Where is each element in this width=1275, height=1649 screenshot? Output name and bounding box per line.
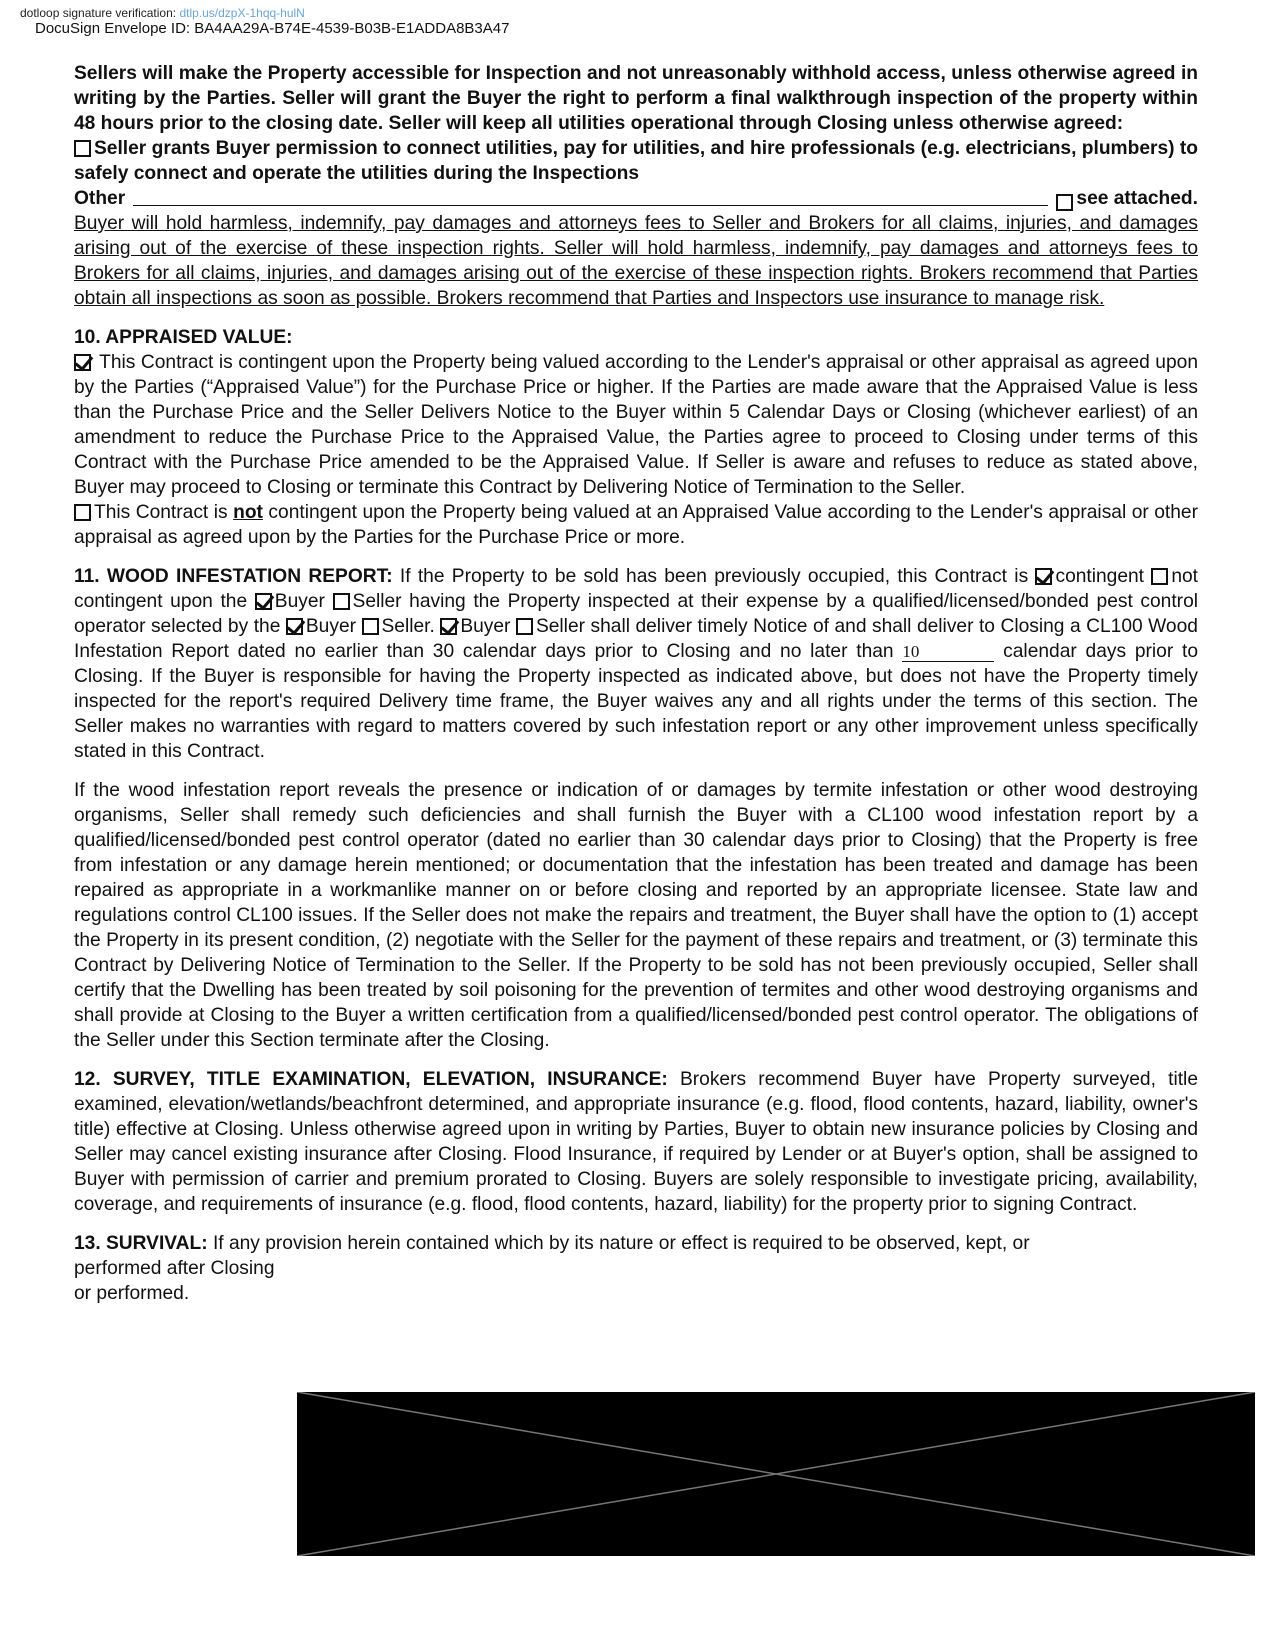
- appraised-value-heading: 10. APPRAISED VALUE:: [74, 327, 293, 348]
- envelope-id: DocuSign Envelope ID: BA4AA29A-B74E-4539-B03B-E1ADDA8B3A47: [35, 20, 510, 37]
- other-row: [74, 186, 1198, 211]
- wood-seller3-text: Seller shall deliver timely Notice of and shall deliver to Closing a CL100 Wood Infestation Report dated no earlier than 30 calendar days prior to Closing and no later than: [74, 616, 1198, 662]
- appraised-contingent-text: This Contract is contingent upon the Property being valued according to the Lender's appraisal or other appraisal as agreed upon by the Parties (“Appraised Value”) for the Purchase Price or higher. If the Parties are made aware that the Appraised Value is less than the Purchase Price and the Seller Delivers Notice to the Buyer within 5 Calendar Days or Closing (whichever earliest) of an amendment to reduce the Purchase Price to the Appraised Value, the Parties agree to proceed to Closing under terms of this Contract with the Purchase Price amended to be the Appraised Value. If Seller is aware and refuses to reduce as stated above, Buyer may proceed to Closing or terminate this Contract by Delivering Notice of Termination to the Seller.: [74, 352, 1198, 498]
- wood-remedy-paragraph: If the wood infestation report reveals the presence or indication of or damages by termite infestation or other wood destroying organisms, Seller shall remedy such deficiencies and shall furnish the Buyer with a CL100 wood infestation report by a qualified/licensed/bonded pest control operator (dated no earlier than 30 calendar days prior to Closing) that the Property is free from infestation or any damage herein mentioned; or documentation that the infestation has been treated and damage has been repaired as appropriate in a workmanlike manner on or before closing and reported by an appropriate licensee. State law and regulations control CL100 issues. If the Seller does not make the repairs and treatment, the Buyer shall have the option to (1) accept the Property in its present condition, (2) negotiate with the Seller for the payment of these repairs and treatment, or (3) terminate this Contract by Delivering Notice of Termination to the Seller. If the Property to be sold has not been previously occupied, Seller shall certify that the Dwelling has been treated by soil poisoning for the prevention of termites and other wood destroying organisms and shall provide at Closing to the Buyer a written certification from a qualified/licensed/bonded pest control operator. The obligations of the Seller under this Section terminate after the Closing.: [74, 780, 1198, 1051]
- survey-text: Brokers recommend Buyer have Property surveyed, title examined, elevation/wetlands/beachfront determined, and appropriate insurance (e.g. flood, flood contents, hazard, liability, owner's title) effective at Closing. Unless otherwise agreed upon in writing by Parties, Buyer to obtain new insurance policies by Closing and Seller may cancel existing insurance after Closing. Flood Insurance, if required by Lender or at Buyer's option, shall be assigned to Buyer with permission of carrier and premium prorated to Closing. Buyers are solely responsible to investigate pricing, availability, coverage, and requirements of insurance (e.g. flood, flood contents, hazard, liability) for the property prior to signing Contract.: [74, 1069, 1198, 1215]
- utilities-checkbox[interactable]: [74, 140, 91, 157]
- appraised-not-contingent-checkbox[interactable]: [74, 504, 91, 521]
- inspection-access-paragraph: Sellers will make the Property accessible for Inspection and not unreasonably withhold access, unless otherwise agreed in writing by the Parties. Seller will grant the Buyer the right to perform a final walkthrough inspection of the property within 48 hours prior to the closing date. Seller will keep all utilities operational through Closing unless otherwise agreed:: [74, 63, 1198, 134]
- other-input-line[interactable]: [133, 204, 1048, 206]
- survival-line3: or performed.: [74, 1283, 190, 1304]
- redaction-cross: [297, 1392, 1255, 1556]
- other-label: Other: [74, 188, 126, 209]
- wood-contingent-checkbox[interactable]: [1035, 568, 1052, 585]
- wood-intro: If the Property to be sold has been previously occupied, this Contract is: [392, 566, 1036, 587]
- wood-buyer-inspect-checkbox[interactable]: [255, 593, 272, 610]
- appraised-not-word: not: [233, 502, 263, 523]
- wood-seller-deliver-checkbox[interactable]: [516, 618, 533, 635]
- wood-infestation-heading: 11. WOOD INFESTATION REPORT:: [74, 566, 393, 587]
- wood-infestation-paragraph: [74, 564, 1198, 764]
- survival-line1: If any provision herein contained which by its nature or effect is required to be observed, kept, or: [207, 1233, 1030, 1254]
- survival-heading: 13. SURVIVAL:: [74, 1233, 208, 1254]
- wood-not-contingent-checkbox[interactable]: [1151, 568, 1168, 585]
- survey-heading: 12. SURVEY, TITLE EXAMINATION, ELEVATION, INSURANCE:: [74, 1069, 668, 1090]
- see-attached-label: see attached.: [1076, 188, 1198, 209]
- wood-buyer-deliver-checkbox[interactable]: [440, 618, 457, 635]
- wood-seller2-label: Seller.: [381, 616, 435, 637]
- redaction-box: [297, 1392, 1255, 1556]
- utilities-option-text: Seller grants Buyer permission to connect utilities, pay for utilities, and hire professionals (e.g. electricians, plumbers) to safely connect and operate the utilities during the Inspections: [74, 138, 1198, 184]
- wood-buyer-label: Buyer: [274, 591, 325, 612]
- document-body: [74, 61, 1198, 1306]
- verification-link[interactable]: dtlp.us/dzpX-1hqq-hulN: [179, 6, 305, 20]
- wood-contingent-label: contingent: [1055, 566, 1145, 587]
- survey-paragraph: [74, 1067, 1198, 1217]
- appraised-not-contingent-option: [74, 500, 1198, 550]
- wood-after-days-text: calendar days prior to Closing. If the Buyer is responsible for having the Property inspected as indicated above, but does not have the Property timely inspected for the report's required Delivery time frame, the Buyer waives any and all rights under the terms of this section. The Seller makes no warranties with regard to matters covered by such infestation report or any other improvement unless specifically stated in this Contract.: [74, 641, 1198, 762]
- survival-paragraph: [74, 1231, 1198, 1306]
- survival-line2: performed after Closing: [74, 1258, 275, 1279]
- wood-seller-having-text: Seller having the Property inspected at their expense by a qualified/licensed/bonded pest control operator selected by the: [74, 591, 1198, 637]
- wood-buyer2-label: Buyer: [305, 616, 356, 637]
- see-attached-checkbox[interactable]: [1056, 194, 1073, 211]
- appraised-not-pre: This Contract is: [94, 502, 234, 523]
- hold-harmless-paragraph: Buyer will hold harmless, indemnify, pay damages and attorneys fees to Seller and Brokers for all claims, injuries, and damages arising out of the exercise of these inspection rights. Seller will hold harmless, indemnify, pay damages and attorneys fees to Brokers for all claims, injuries, and damages arising out of the exercise of these inspection rights. Brokers recommend that Parties obtain all inspections as soon as possible. Brokers recommend that Parties and Inspectors use insurance to manage risk.: [74, 213, 1198, 309]
- wood-not-contingent-label: not contingent upon the: [74, 566, 1198, 612]
- verification-label: dotloop signature verification:: [20, 6, 177, 20]
- wood-seller-inspect-checkbox[interactable]: [333, 593, 350, 610]
- wood-seller-select-checkbox[interactable]: [362, 618, 379, 635]
- appraised-contingent-checkbox[interactable]: [74, 354, 91, 371]
- wood-buyer3-label: Buyer: [460, 616, 511, 637]
- utilities-option: [74, 136, 1198, 186]
- signature-verification: [20, 6, 305, 20]
- wood-days-field[interactable]: 10: [902, 643, 994, 662]
- wood-buyer-select-checkbox[interactable]: [286, 618, 303, 635]
- appraised-contingent-option: [74, 350, 1198, 500]
- appraised-not-post: contingent upon the Property being valued at an Appraised Value according to the Lender's appraisal or other appraisal as agreed upon by the Parties for the Purchase Price or more.: [74, 502, 1198, 548]
